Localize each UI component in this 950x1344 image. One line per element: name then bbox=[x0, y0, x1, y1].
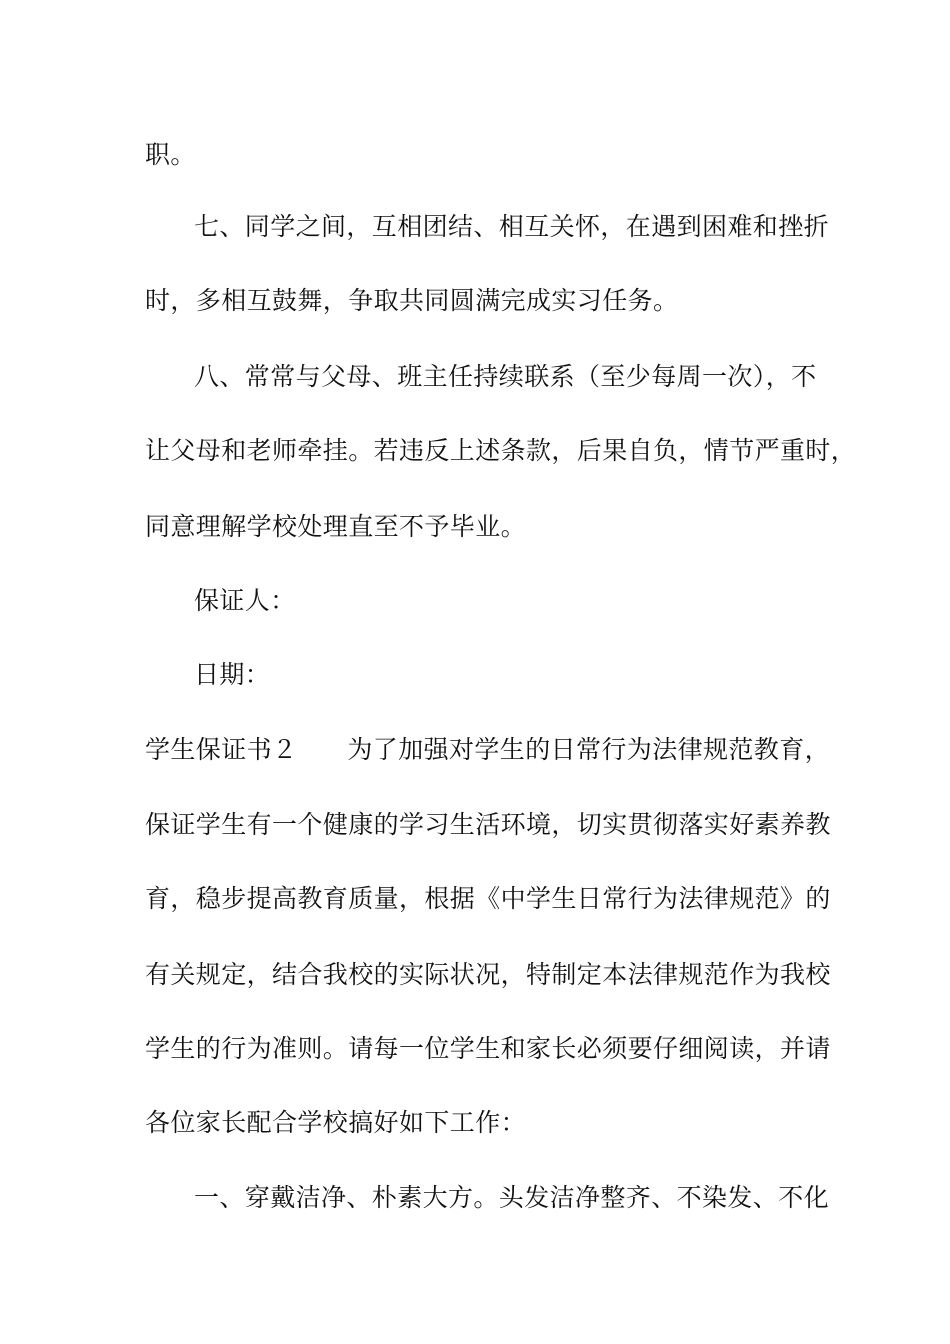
paragraph-line: 保证学生有一个健康的学习生活环境，切实贯彻落实好素养教 bbox=[145, 810, 831, 839]
paragraph-line: 同意理解学校处理直至不予毕业。 bbox=[145, 512, 527, 541]
paragraph-line: 七、同学之间，互相团结、相互关怀，在遇到困难和挫折 bbox=[194, 212, 830, 241]
paragraph-text: 为了加强对学生的日常行为法律规范教育， bbox=[347, 735, 831, 764]
paragraph-line: 育，稳步提高教育质量，根据《中学生日常行为法律规范》的 bbox=[145, 884, 831, 913]
paragraph-line: 一、穿戴洁净、朴素大方。头发洁净整齐、不染发、不化 bbox=[194, 1183, 830, 1212]
guarantor-label: 保证人： bbox=[194, 586, 296, 615]
paragraph-line: 各位家长配合学校搞好如下工作： bbox=[145, 1108, 527, 1137]
paragraph-line: 时，多相互鼓舞，争取共同圆满完成实习任务。 bbox=[145, 286, 679, 315]
paragraph-line bbox=[145, 735, 830, 765]
paragraph-line: 让父母和老师牵挂。若违反上述条款，后果自负，情节严重时， bbox=[145, 436, 857, 465]
paragraph-line: 职。 bbox=[145, 140, 196, 169]
paragraph-line: 八、常常与父母、班主任持续联系（至少每周一次），不 bbox=[194, 362, 817, 391]
section-title: 学生保证书２ bbox=[145, 735, 298, 764]
paragraph-line: 有关规定，结合我校的实际状况，特制定本法律规范作为我校 bbox=[145, 960, 831, 989]
paragraph-line: 学生的行为准则。请每一位学生和家长必须要仔细阅读，并请 bbox=[145, 1034, 831, 1063]
date-label: 日期： bbox=[194, 660, 271, 689]
